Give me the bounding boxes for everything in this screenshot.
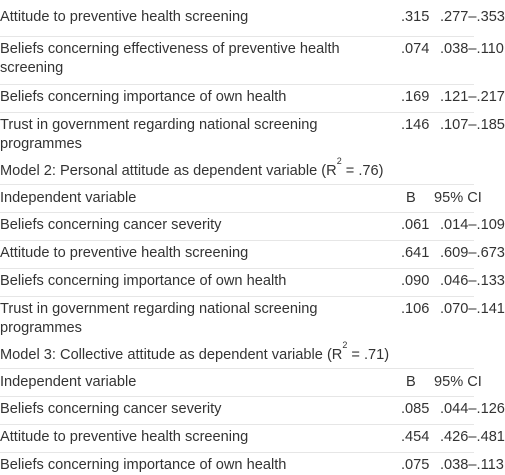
variable-cell: Attitude to preventive health screening [0,9,249,25]
header-ci: 95% CI [434,190,482,206]
table-row [0,424,505,450]
table-row [0,296,505,342]
table-row [0,452,504,474]
header-row [0,184,482,210]
ci-cell: .277–.353 [440,9,505,25]
b-cell: .169 [401,89,430,105]
table-row [0,240,505,266]
ci-cell: .070–.141 [440,301,505,317]
table-row [0,268,505,294]
model-title-row [0,156,474,184]
header-row [0,368,482,394]
model-title: Model 3: Collective attitude as dependent variable $(R^2 = .71)$ [0,340,390,363]
ci-cell: .426–.481 [440,429,505,445]
b-cell: .090 [401,273,430,289]
ci-cell: .121–.217 [440,89,505,105]
ci-cell: .046–.133 [440,273,505,289]
table-row [0,212,505,238]
variable-cell: Attitude to preventive health screening [0,429,249,445]
model-title: Model 2: Personal attitude as dependent variable $(R^2 = .76)$ [0,156,384,179]
header-variable: Independent variable [0,190,137,206]
b-cell: .315 [401,9,430,25]
b-cell: .061 [401,217,430,233]
header-variable: Independent variable [0,374,137,390]
variable-cell: Beliefs concerning cancer severity [0,401,222,417]
variable-cell: Beliefs concerning importance of own health [0,273,287,289]
b-cell: .641 [401,245,430,261]
variable-cell: Beliefs concerning effectiveness of preventive health screening [0,41,340,76]
ci-cell: .609–.673 [440,245,505,261]
b-cell: .075 [401,457,430,473]
header-b: B [406,190,416,206]
header-b: B [406,374,416,390]
table-row [0,396,505,422]
ci-cell: .044–.126 [440,401,505,417]
ci-cell: .038–.113 [440,457,504,473]
variable-cell: Trust in government regarding national screening programmes [0,117,318,152]
variable-cell: Trust in government regarding national screening programmes [0,301,318,336]
header-ci: 95% CI [434,374,482,390]
b-cell: .074 [401,41,430,57]
variable-cell: Beliefs concerning cancer severity [0,217,222,233]
b-cell: .454 [401,429,430,445]
variable-cell: Attitude to preventive health screening [0,245,249,261]
table-row [0,112,505,158]
model-title-row [0,340,474,368]
variable-cell: Beliefs concerning importance of own health [0,457,287,473]
b-cell: .146 [401,117,430,133]
table-row [0,84,505,110]
b-cell: .085 [401,401,430,417]
table-row [0,8,505,34]
b-cell: .106 [401,301,430,317]
ci-cell: .014–.109 [440,217,505,233]
table-row [0,36,504,82]
variable-cell: Beliefs concerning importance of own health [0,89,287,105]
ci-cell: .038–.110 [440,41,504,57]
ci-cell: .107–.185 [440,117,505,133]
